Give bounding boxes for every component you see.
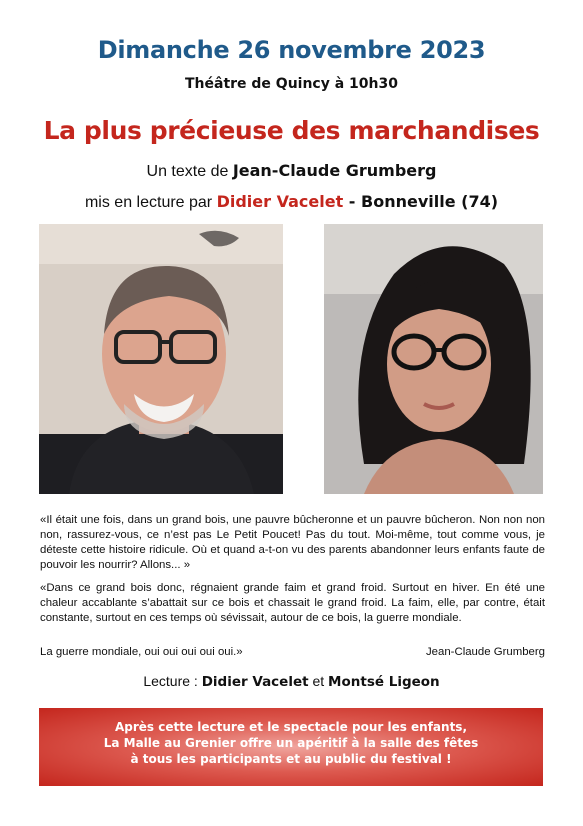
quote-attribution: Jean-Claude Grumberg <box>425 646 545 658</box>
quote-paragraph-1: «Il était une fois, dans un grand bois, une pauvre bûcheronne et un pauvre bûcheron. Non non non non, rassurez-vous, ce n’est pas Le Petit Poucet! Pas du tout. Moi-même, tout comme vous, je déteste cette histoire ridicule. Où et quand a-t-on vu des parents abandonner leurs enfants faute de pouvoir les nourrir? Allons... » <box>40 514 545 571</box>
lecture-credits <box>0 673 583 690</box>
aperitif-banner <box>39 708 543 786</box>
quote-closing: La guerre mondiale, oui oui oui oui oui.» <box>40 646 243 658</box>
banner-line-3: à tous les participants et au public du festival ! <box>130 752 452 766</box>
quote-last-line <box>40 646 545 658</box>
woman-portrait-image <box>324 224 543 494</box>
director-credit-prefix: mis en lecture par <box>84 194 217 211</box>
author-credit-prefix: Un texte de <box>146 163 233 180</box>
lecture-prefix: Lecture : <box>143 673 202 689</box>
director-name: Didier Vacelet <box>216 192 344 211</box>
portrait-photo-left <box>39 224 283 494</box>
author-credit <box>0 161 583 181</box>
man-portrait-image <box>39 224 283 494</box>
play-title: La plus précieuse des marchandises <box>43 116 540 145</box>
quote-paragraph-2: «Dans ce grand bois donc, régnaient grande faim et grand froid. Surtout en hiver. En été une chaleur accablante s’abattait sur ce bois et chassait le grand froid. La faim, elle, par contre, était constante, surtout en ces temps où sévissait, autour de ce bois, la guerre mondiale. <box>40 582 545 624</box>
event-venue: Théâtre de Quincy à 10h30 <box>184 76 398 92</box>
lecture-conjunction: et <box>308 673 329 689</box>
reader-name-1: Didier Vacelet <box>201 674 309 690</box>
credit-separator: - <box>343 192 361 211</box>
director-location: Bonneville (74) <box>361 192 499 211</box>
director-credit <box>0 192 583 212</box>
reader-name-2: Montsé Ligeon <box>328 674 440 690</box>
banner-line-1: Après cette lecture et le spectacle pour les enfants, <box>114 720 468 734</box>
event-date: Dimanche 26 novembre 2023 <box>97 36 486 64</box>
author-name: Jean-Claude Grumberg <box>232 161 437 180</box>
banner-line-2: La Malle au Grenier offre un apéritif à la salle des fêtes <box>103 736 479 750</box>
portrait-photo-right <box>324 224 543 494</box>
